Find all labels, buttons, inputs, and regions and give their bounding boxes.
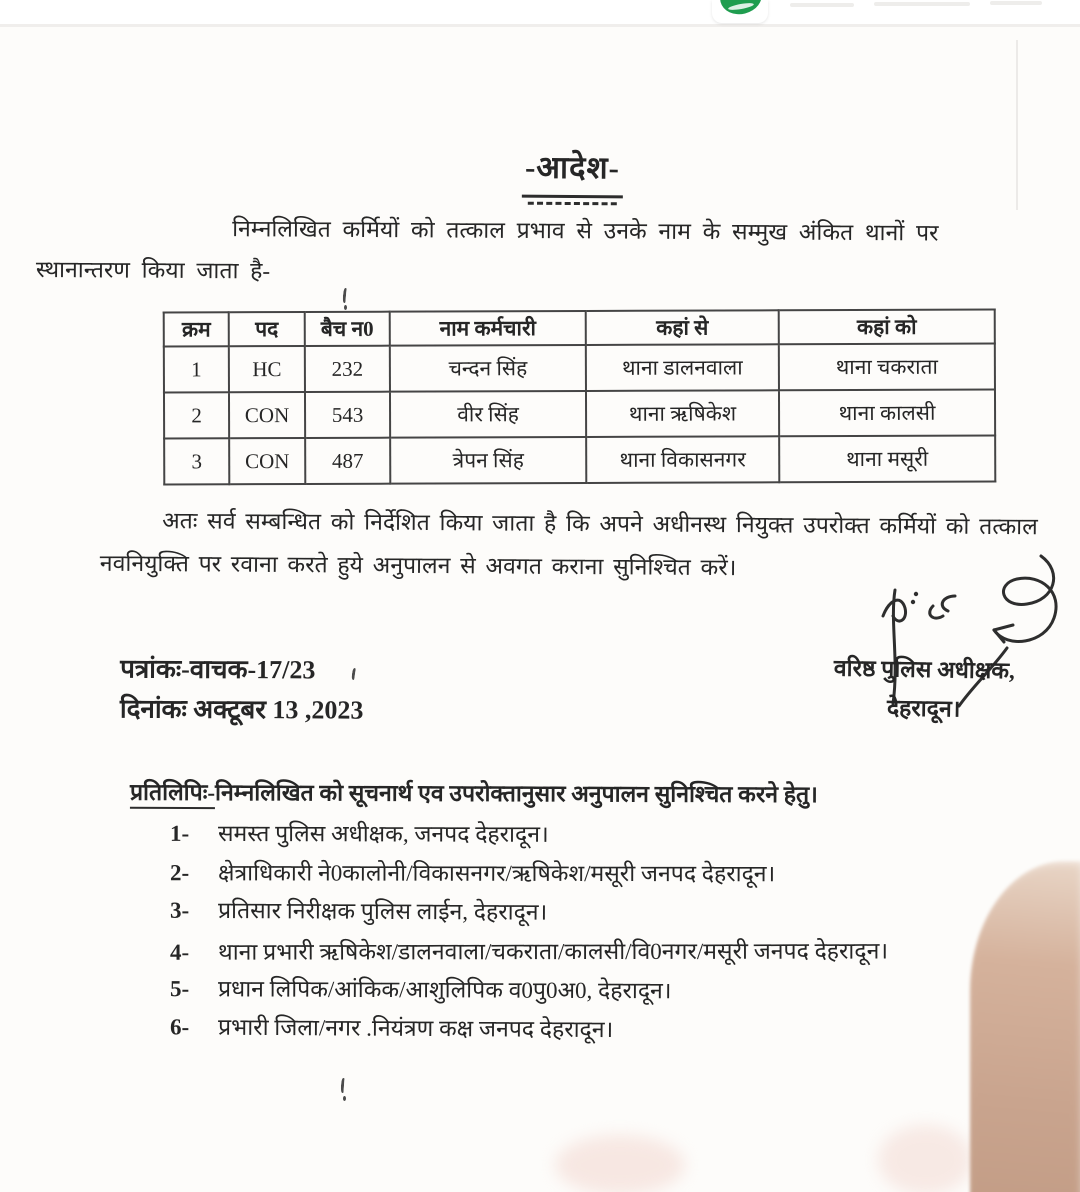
list-item-number: 3- bbox=[169, 897, 190, 923]
signatory-block bbox=[805, 648, 1042, 730]
table-row bbox=[164, 390, 995, 439]
cell-batch: 232 bbox=[305, 346, 390, 392]
col-header-batch: बैच न0 bbox=[305, 312, 390, 346]
letter-date: दिनांकः अक्टूबर 13 ,2023 bbox=[119, 694, 364, 725]
directive-paragraph: अतः सर्व सम्बन्धित को निर्देशित किया जाता है कि अपने अधीनस्थ नियुक्त उपरोक्त कर्मियों को तत्काल नवनियुक्ति पर रवाना करते हुये अनुपालन से अवगत कराना सुनिश्चित करें। bbox=[99, 508, 1038, 581]
table-row bbox=[164, 344, 995, 393]
col-header-serial: क्रम bbox=[164, 312, 229, 346]
list-item-text: क्षेत्राधिकारी ने0कालोनी/विकासनगर/ऋषिकेश/मसूरी जनपद देहरादून। bbox=[217, 860, 776, 887]
letter-number: पत्रांकः-वाचक-17/23 bbox=[120, 654, 316, 685]
cell-serial: 3 bbox=[164, 438, 229, 484]
header-artifact bbox=[790, 3, 854, 7]
cell-batch: 543 bbox=[305, 392, 390, 438]
col-header-to: कहां को bbox=[779, 310, 995, 345]
signatory-place: देहरादून। bbox=[886, 695, 961, 722]
cell-post: HC bbox=[229, 346, 305, 392]
order-title-wrap bbox=[0, 146, 1080, 205]
reference-block bbox=[120, 649, 364, 730]
cell-post: CON bbox=[229, 392, 305, 438]
copy-heading-label: प्रतिलिपिः- bbox=[130, 780, 215, 809]
cell-serial: 1 bbox=[164, 346, 229, 392]
cell-to: थाना कालसी bbox=[779, 390, 995, 437]
col-header-post: पद bbox=[229, 312, 305, 346]
cell-to: थाना चकराता bbox=[779, 344, 995, 391]
copy-heading bbox=[130, 775, 818, 809]
ink-mark bbox=[340, 1078, 345, 1093]
cell-from: थाना विकासनगर bbox=[586, 436, 779, 483]
cell-name: वीर सिंह bbox=[390, 391, 586, 438]
list-item bbox=[170, 819, 1030, 850]
ink-dot bbox=[344, 305, 347, 310]
col-header-name: नाम कर्मचारी bbox=[390, 311, 586, 346]
list-item bbox=[170, 858, 1030, 889]
ink-dot bbox=[343, 1096, 346, 1101]
cell-name: चन्दन सिंह bbox=[390, 345, 586, 392]
table-row bbox=[164, 436, 995, 485]
list-item-text: समस्त पुलिस अधीक्षक, जनपद देहरादून। bbox=[217, 821, 549, 847]
copy-heading-text: निम्नलिखित को सूचनार्थ एव उपरोक्तानुसार अनुपालन सुनिश्चित करने हेतु। bbox=[214, 780, 818, 808]
header-artifact bbox=[990, 1, 1042, 5]
cell-batch: 487 bbox=[305, 438, 390, 484]
list-item-number: 4- bbox=[169, 939, 190, 965]
page-title: -आदेश- bbox=[521, 146, 622, 199]
cell-to: थाना मसूरी bbox=[779, 436, 995, 483]
list-item-number: 5- bbox=[169, 976, 190, 1002]
cell-post: CON bbox=[229, 438, 305, 484]
list-item bbox=[170, 974, 1030, 1007]
opening-paragraph: निम्नलिखित कर्मियों को तत्काल प्रभाव से उनके नाम के सम्मुख अंकित थानों पर स्थानान्तरण किया जाता है- bbox=[35, 216, 939, 284]
table-header-row bbox=[164, 310, 995, 347]
signatory-designation: वरिष्ठ पुलिस अधीक्षक, bbox=[833, 655, 1015, 684]
list-item bbox=[170, 1012, 1030, 1046]
smudge-stain bbox=[878, 1125, 973, 1192]
green-logo-icon bbox=[717, 0, 766, 19]
cell-from: थाना डालनवाला bbox=[586, 344, 779, 391]
cell-serial: 2 bbox=[164, 392, 229, 438]
transfer-table bbox=[163, 309, 997, 486]
list-item bbox=[170, 896, 1030, 930]
list-item-text: थाना प्रभारी ऋषिकेश/डालनवाला/चकराता/कालसी/वि0नगर/मसूरी जनपद देहरादून। bbox=[217, 938, 889, 965]
copy-list bbox=[170, 820, 1030, 1054]
list-item-number: 6- bbox=[169, 1014, 190, 1040]
list-item bbox=[170, 936, 1030, 967]
header-artifact bbox=[874, 2, 970, 6]
cropped-app-header bbox=[0, 0, 1080, 27]
list-item-text: प्रभारी जिला/नगर .नियंत्रण कक्ष जनपद देहरादून। bbox=[217, 1014, 614, 1043]
title-underline bbox=[527, 202, 616, 206]
cell-name: त्रेपन सिंह bbox=[390, 437, 586, 484]
list-item-number: 1- bbox=[169, 820, 190, 846]
ink-mark bbox=[342, 288, 347, 303]
col-header-from: कहां से bbox=[586, 310, 779, 345]
list-item-text: प्रधान लिपिक/आंकिक/आशुलिपिक व0पु0अ0, देहरादून। bbox=[217, 976, 672, 1004]
smudge-stain bbox=[555, 1135, 685, 1192]
cell-from: थाना ऋषिकेश bbox=[586, 390, 779, 437]
list-item-number: 2- bbox=[169, 860, 190, 886]
cropped-app-logo bbox=[712, 0, 768, 23]
list-item-text: प्रतिसार निरीक्षक पुलिस लाईन, देहरादून। bbox=[217, 898, 548, 925]
paper-crease bbox=[1016, 40, 1018, 210]
